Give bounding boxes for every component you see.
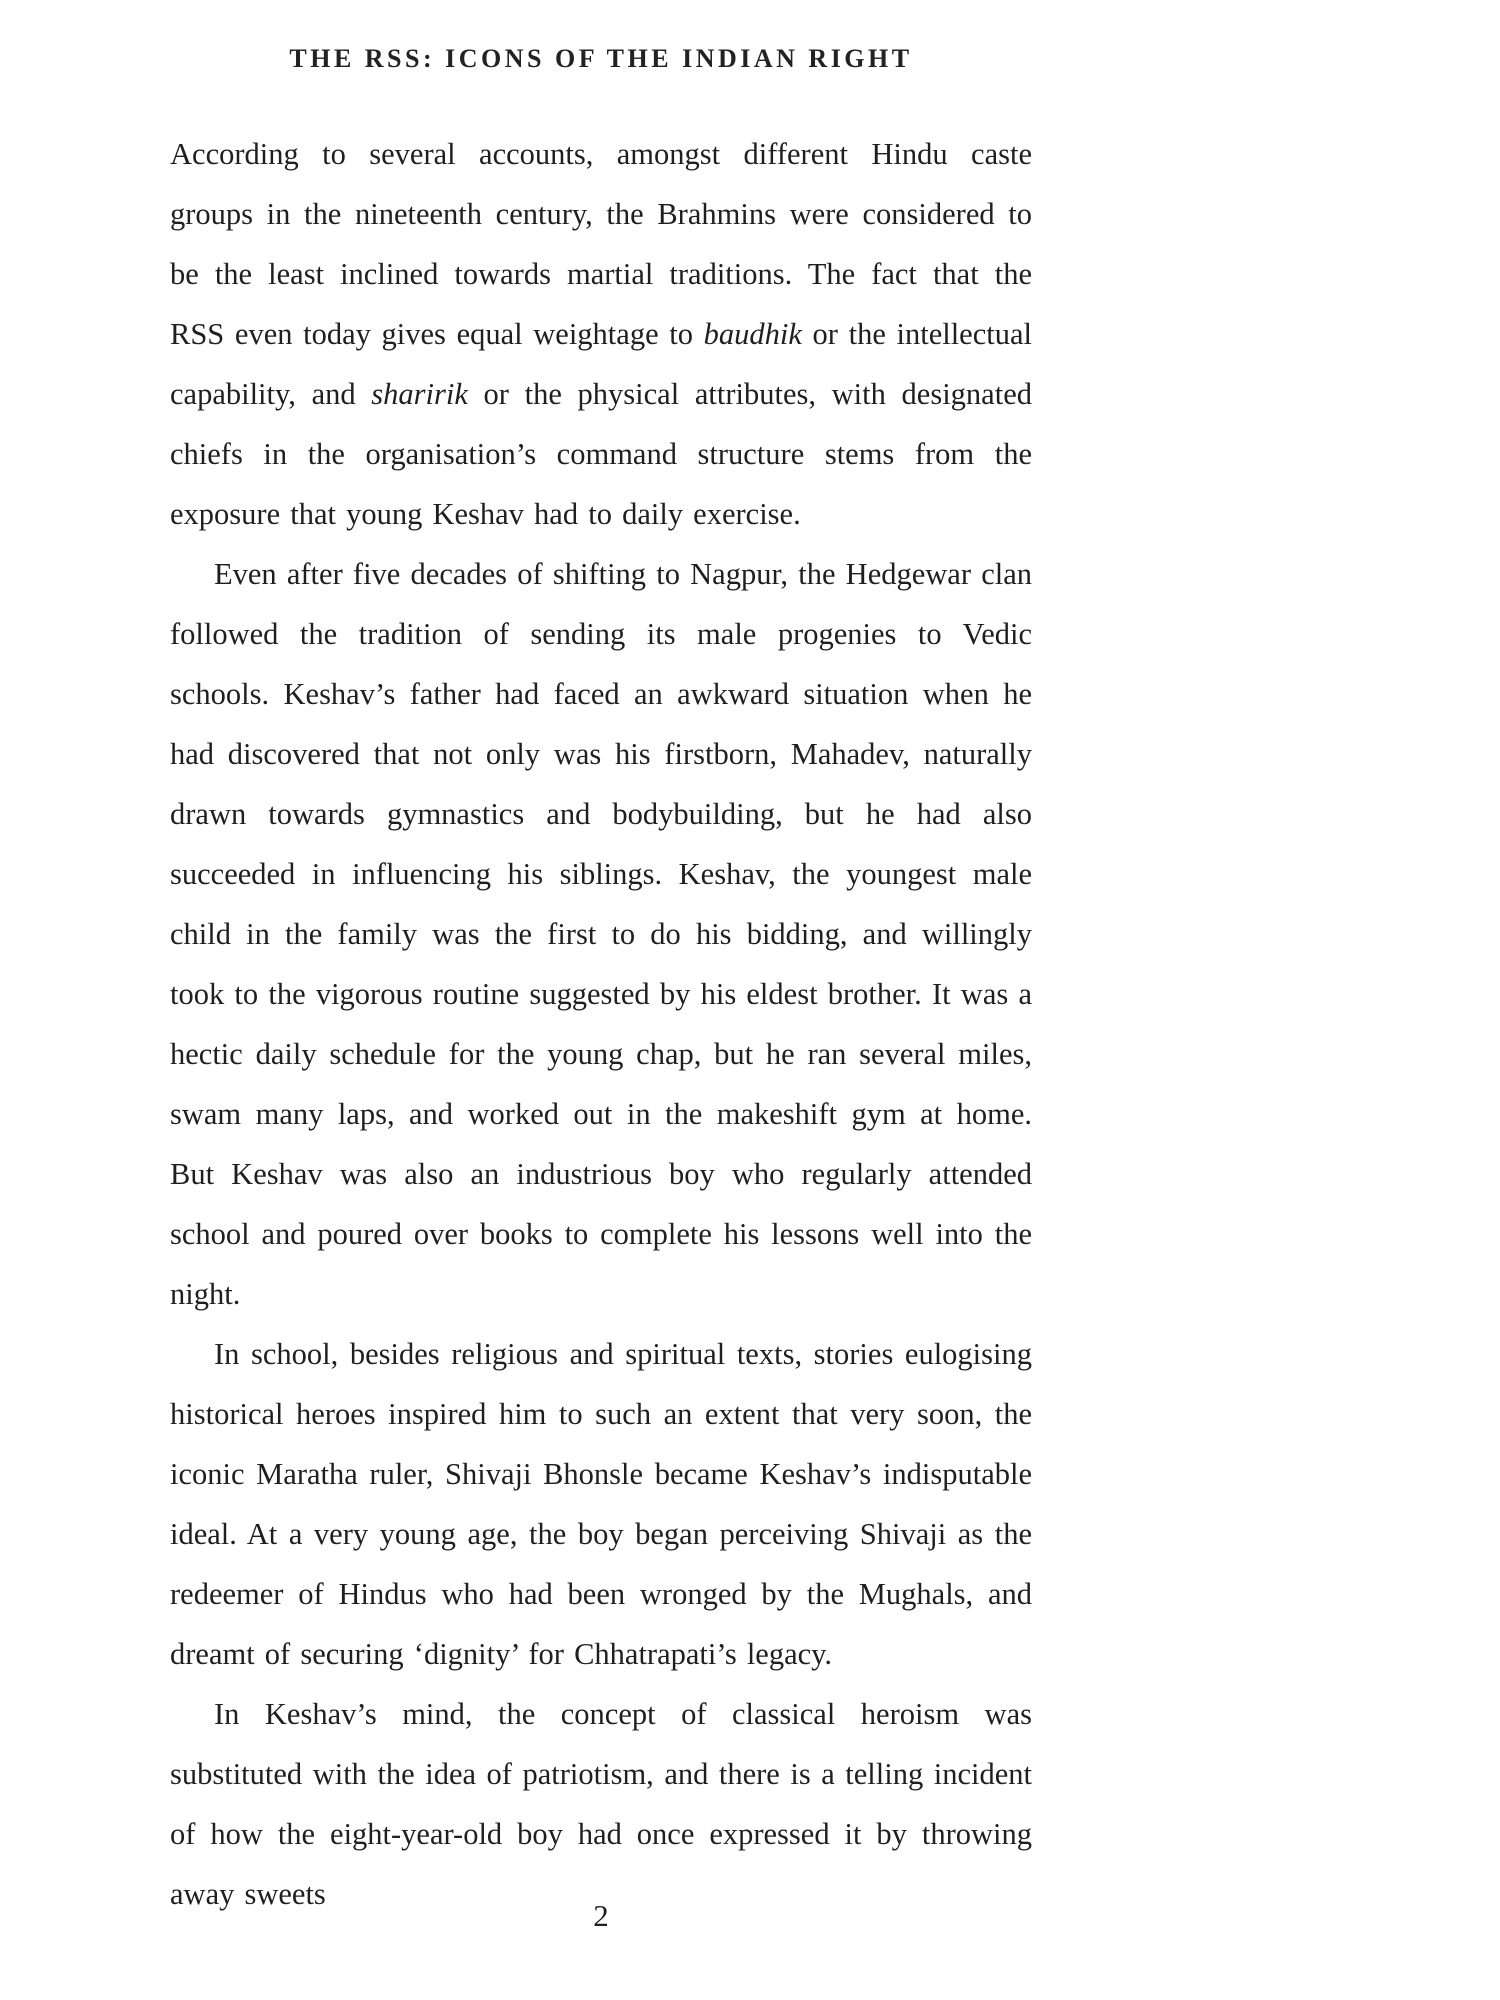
paragraph xyxy=(170,124,1032,544)
text-segment: Even after five decades of shifting to Nagpur, the Hedgewar clan followed the tradition of sending its male progenies to Vedic schools. Keshav’s father had faced an awkward situation when he had discovered that not only was his firstborn, Mahadev, naturally drawn towards gymnastics and bodybuilding, but he had also succeeded in influencing his siblings. Keshav, the youngest male child in the family was the first to do his bidding, and willingly took to the vigorous routine suggested by his eldest brother. It was a hectic daily schedule for the young chap, but he ran several miles, swam many laps, and worked out in the makeshift gym at home. But Keshav was also an industrious boy who regularly attended school and poured over books to complete his lessons well into the night. xyxy=(170,557,1032,1311)
text-segment: In school, besides religious and spiritual texts, stories eulogising historical heroes inspired him to such an extent that very soon, the iconic Maratha ruler, Shivaji Bhonsle became Keshav’s indisputable ideal. At a very young age, the boy began perceiving Shivaji as the redeemer of Hindus who had been wronged by the Mughals, and dreamt of securing ‘dignity’ for Chhatrapati’s legacy. xyxy=(170,1337,1032,1671)
text-segment: or the physical attributes, with designated chiefs in the organisation’s command structure stems from the exposure that young Keshav had to daily exercise. xyxy=(170,377,1032,531)
page-number: 2 xyxy=(593,1898,609,1933)
text-segment: or the intellectual capability, and xyxy=(170,317,1032,411)
italic-text: baudhik xyxy=(703,317,802,351)
italic-text: sharirik xyxy=(371,377,468,411)
paragraph xyxy=(170,1324,1032,1684)
paragraph xyxy=(170,1684,1032,1924)
paragraph xyxy=(170,544,1032,1324)
text-segment: According to several accounts, amongst different Hindu caste groups in the nineteenth century, the Brahmins were considered to be the least inclined towards martial traditions. The fact that the RSS even today gives equal weightage to xyxy=(170,137,1032,351)
text-block xyxy=(170,124,1032,1924)
text-segment: In Keshav’s mind, the concept of classical heroism was substituted with the idea of patriotism, and there is a telling incident of how the eight-year-old boy had once expressed it by throwing away sweets xyxy=(170,1697,1032,1911)
running-header: THE RSS: ICONS OF THE INDIAN RIGHT xyxy=(289,44,913,73)
